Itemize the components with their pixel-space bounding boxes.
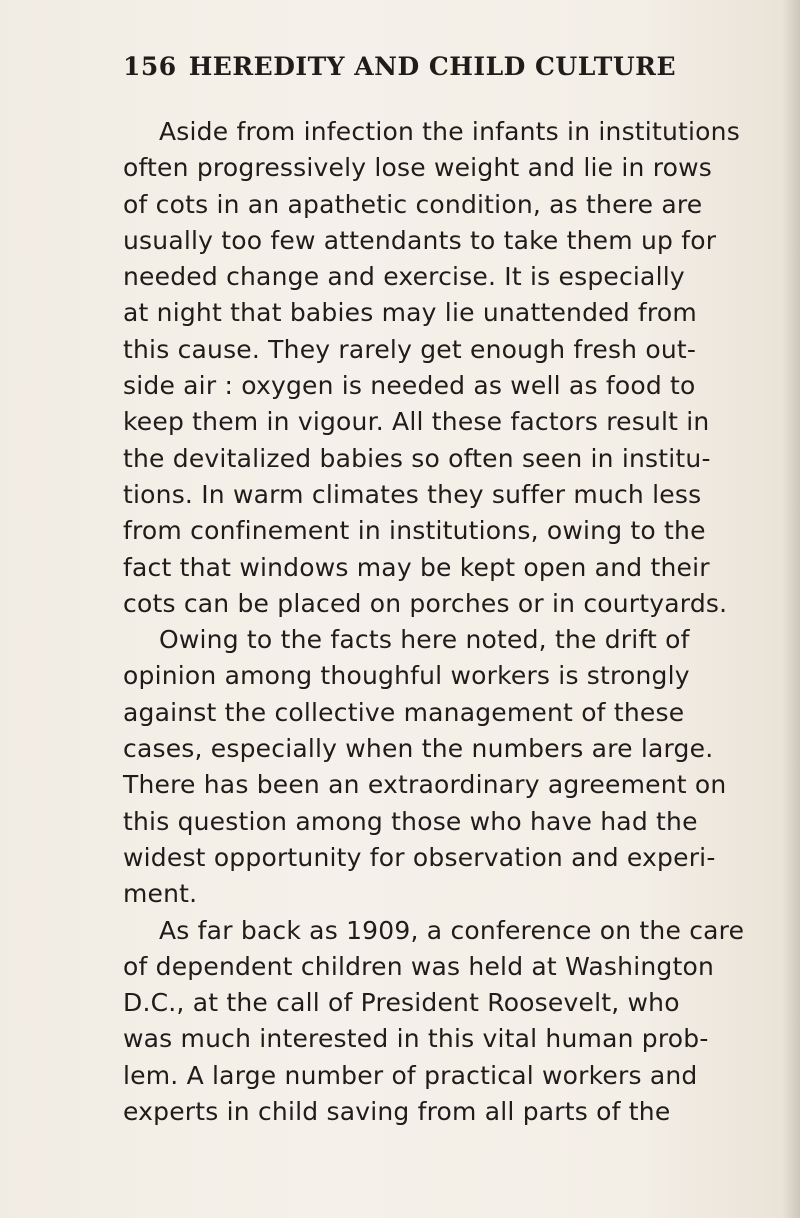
body-text <box>123 114 743 1130</box>
text-line: Aside from infection the infants in institutions <box>159 117 740 146</box>
text-line: from confinement in institutions, owing to the <box>123 516 706 546</box>
text-line: at night that babies may lie unattended from <box>123 298 697 328</box>
text-line: often progressively lose weight and lie in rows <box>123 153 713 183</box>
text-line: ment. <box>123 879 198 909</box>
text-line: usually too few attendants to take them up for <box>123 225 717 255</box>
running-header <box>123 52 723 81</box>
text-line: As far back as 1909, a conference on the care <box>159 915 745 945</box>
text-line: side air : oxygen is needed as well as food to <box>123 371 696 401</box>
text-line: widest opportunity for observation and experi- <box>123 842 716 872</box>
text-line: keep them in vigour. All these factors result in <box>123 407 710 437</box>
page-number: 156 <box>123 52 177 81</box>
text-line: of dependent children was held at Washington <box>123 951 714 981</box>
text-line: cots can be placed on porches or in courtyards. <box>123 588 728 618</box>
text-line: needed change and exercise. It is especially <box>123 262 685 292</box>
text-line: opinion among thoughful workers is strongly <box>123 661 690 691</box>
text-line: against the collective management of these <box>123 697 685 727</box>
text-line: tions. In warm climates they suffer much less <box>123 479 702 509</box>
text-line: this question among those who have had the <box>123 806 698 836</box>
page-edge-shadow <box>782 0 800 1218</box>
text-line: There has been an extraordinary agreement on <box>123 770 727 800</box>
text-line: D.C., at the call of President Roosevelt, who <box>123 988 680 1018</box>
text-line: Owing to the facts here noted, the drift of <box>159 625 690 655</box>
text-line: lem. A large number of practical workers and <box>123 1060 698 1090</box>
text-line: this cause. They rarely get enough fresh out- <box>123 334 697 364</box>
text-line: experts in child saving from all parts of the <box>123 1097 671 1127</box>
running-title: HEREDITY AND CHILD CULTURE <box>188 52 677 81</box>
text-line: the devitalized babies so often seen in institu- <box>123 443 711 473</box>
text-line: was much interested in this vital human prob- <box>123 1024 709 1054</box>
text-line: cases, especially when the numbers are large. <box>123 734 714 764</box>
text-line: of cots in an apathetic condition, as there are <box>123 189 703 219</box>
text-line: fact that windows may be kept open and their <box>123 552 710 582</box>
